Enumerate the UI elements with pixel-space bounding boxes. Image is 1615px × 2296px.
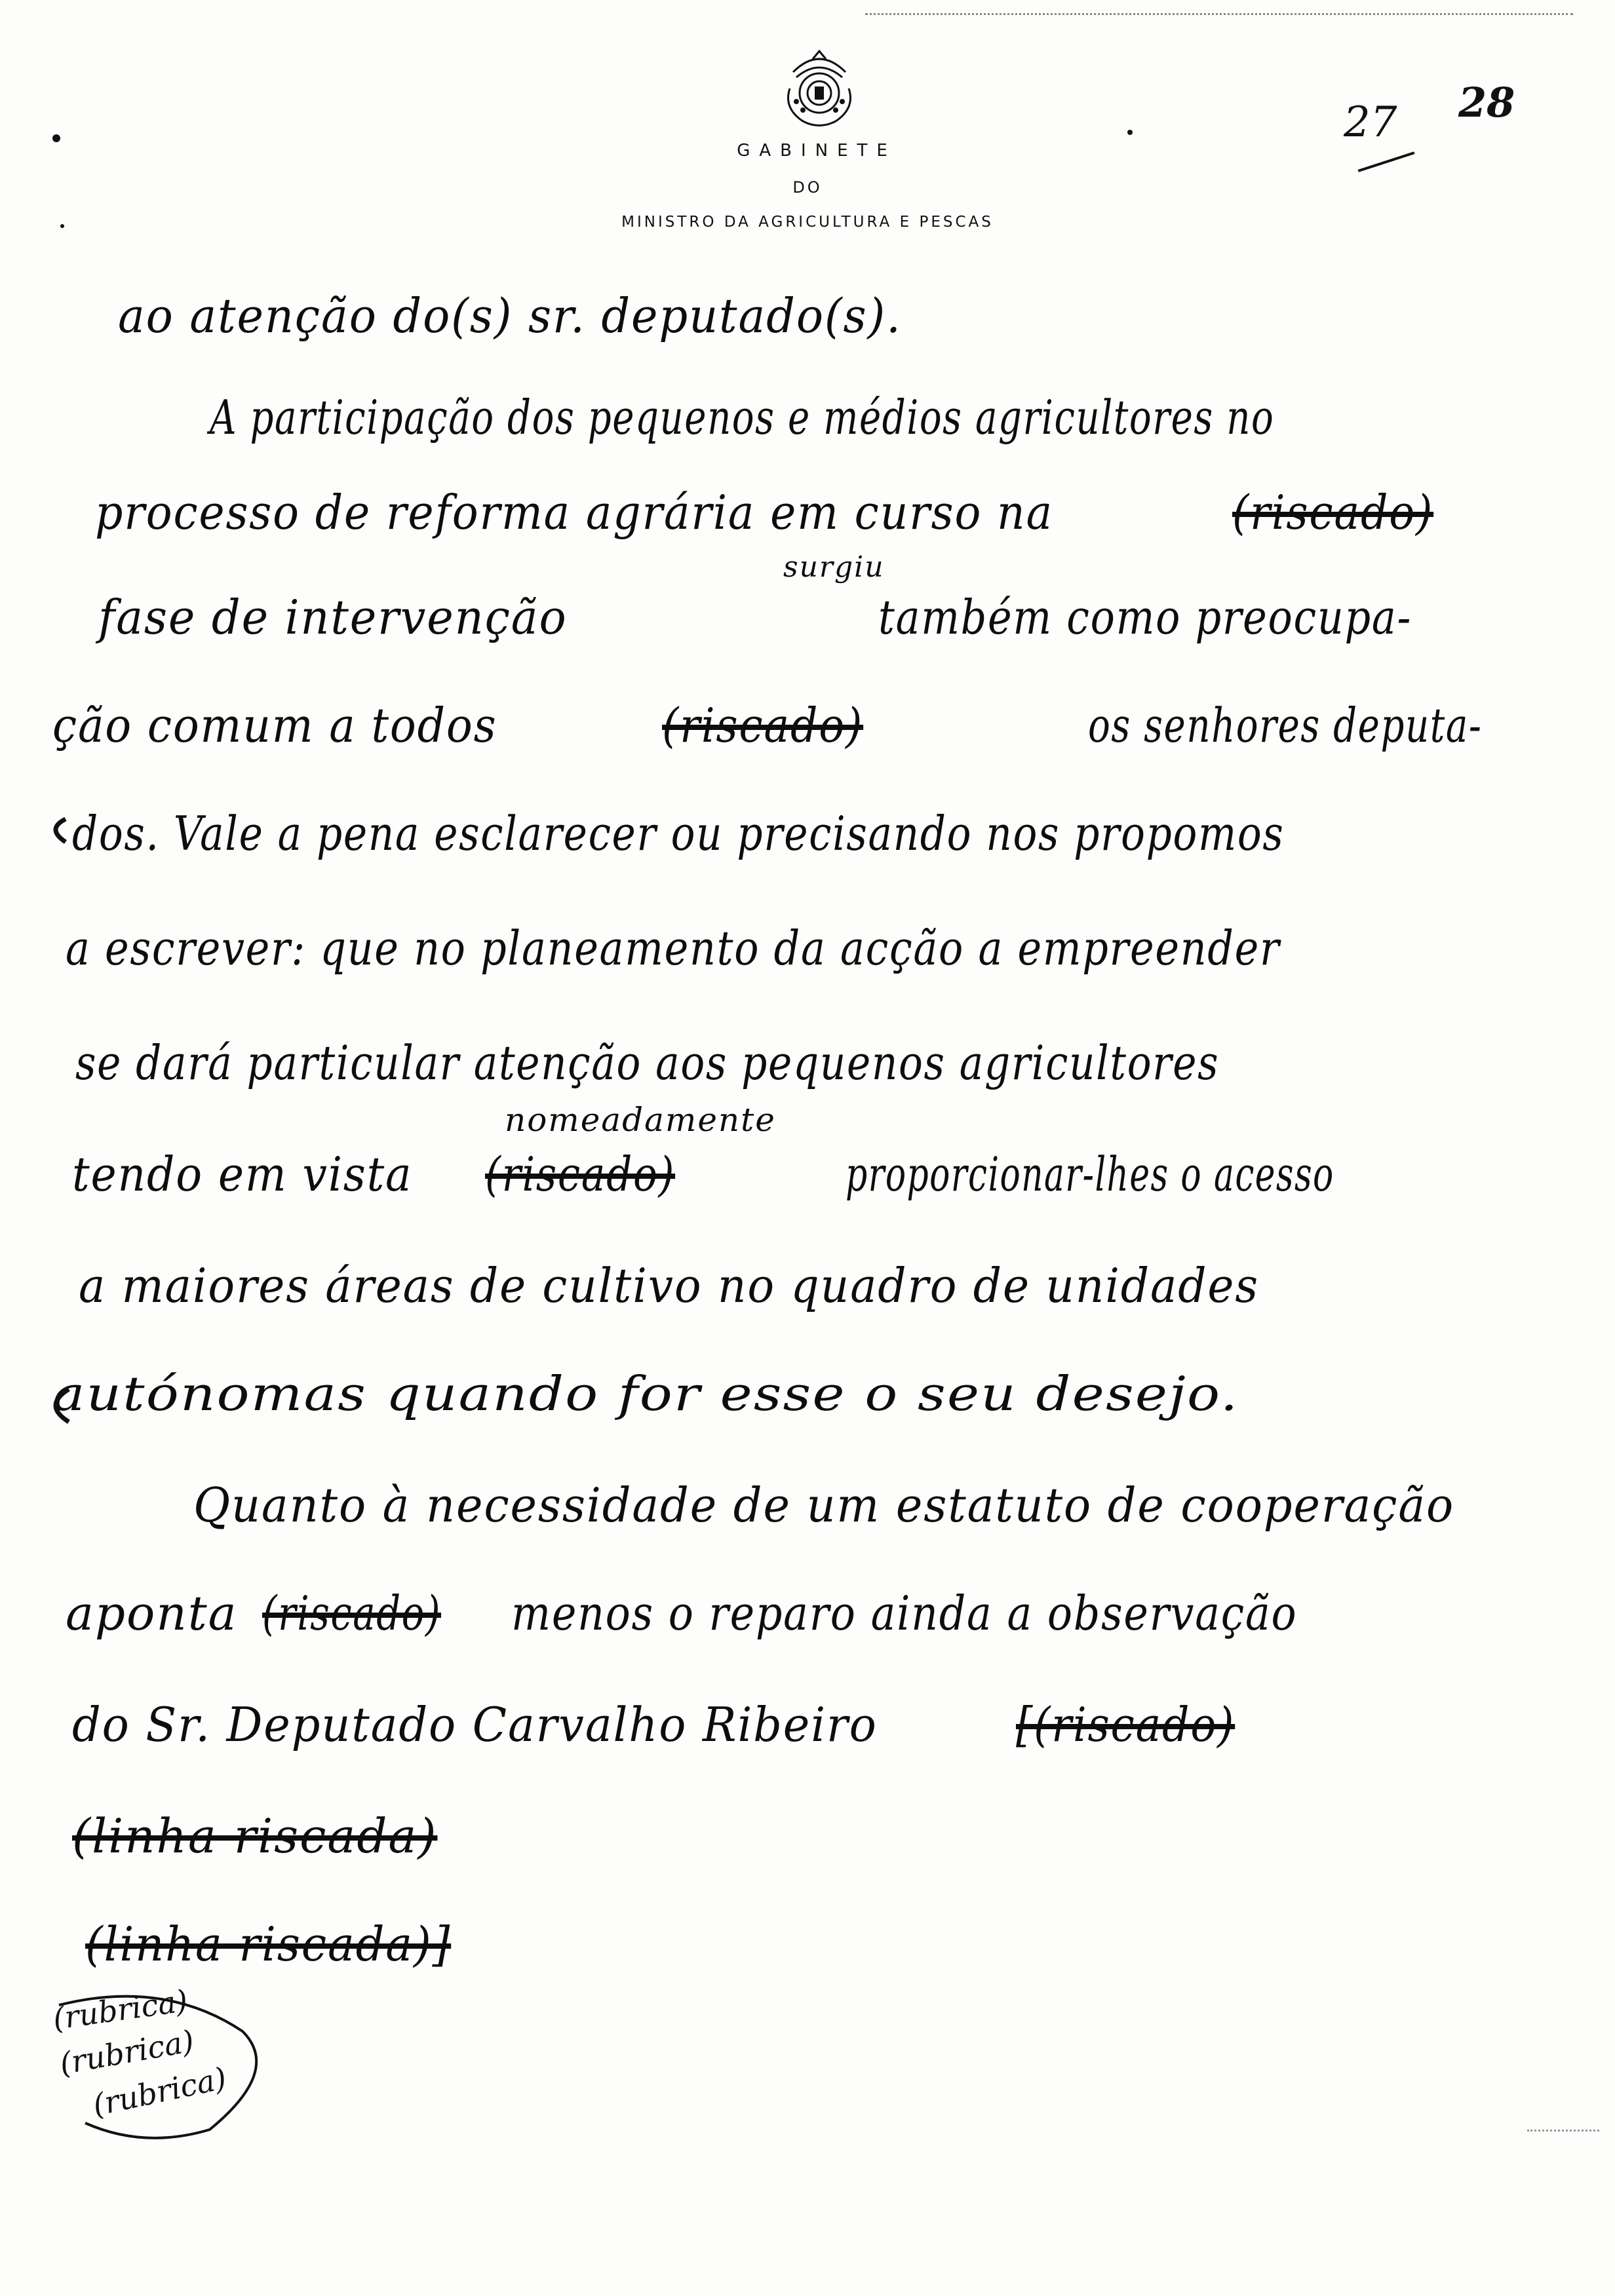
text-line — [0, 1035, 1615, 1114]
initials-line: (rubrica) — [56, 2023, 197, 2082]
line-text: dos. Vale a pena esclarecer ou precisando nos propomos — [72, 806, 1285, 861]
text-line — [0, 698, 1615, 776]
line-text: do Sr. Deputado Carvalho Ribeiro — [72, 1697, 878, 1752]
struck-text: [(riscado) — [1016, 1697, 1236, 1752]
text-line — [0, 1697, 1615, 1776]
text-line — [0, 921, 1615, 999]
struck-text: (linha riscada)] — [85, 1917, 452, 1972]
line-text: ao atenção do(s) sr. deputado(s). — [118, 288, 902, 343]
line-text-continued: os senhores deputa- — [1088, 698, 1483, 753]
text-line — [0, 1478, 1615, 1556]
letterhead-line-1: GABINETE — [737, 141, 897, 161]
line-text-continued: proporcionar-lhes o acesso — [846, 1147, 1334, 1202]
line-text: Quanto à necessidade de um estatuto de cooperação — [193, 1478, 1455, 1533]
text-line — [0, 390, 1615, 469]
line-text: processo de reforma agrária em curso na — [95, 485, 1053, 540]
page-number-stamped: 28 — [1458, 79, 1515, 126]
margin-bracket-icon — [39, 1383, 79, 1428]
letterhead-line-3: MINISTRO DA AGRICULTURA E PESCAS — [621, 214, 994, 231]
text-line — [0, 1258, 1615, 1337]
margin-bracket-icon — [39, 813, 79, 852]
margin-dot — [52, 134, 60, 142]
margin-initials — [50, 1982, 288, 2143]
struck-word: (riscado) — [262, 1586, 442, 1641]
text-line — [0, 550, 1615, 668]
line-text: fase de intervenção — [98, 590, 568, 645]
line-text: A participação dos pequenos e médios agricultores no — [210, 390, 1275, 445]
struck-line — [0, 1808, 1615, 1887]
line-text-continued: também como preocupa- — [878, 590, 1412, 645]
initials-line: (rubrica) — [89, 2060, 230, 2123]
margin-dot — [60, 224, 64, 228]
line-text: aponta — [66, 1586, 238, 1641]
inserted-word: surgiu — [783, 550, 885, 584]
letterhead-line-2: DO — [792, 178, 823, 197]
text-line — [0, 1586, 1615, 1664]
text-line — [0, 1366, 1615, 1445]
scan-noise — [865, 13, 1573, 16]
line-text: se dará particular atenção aos pequenos agricultores — [75, 1035, 1220, 1090]
initials-line: (rubrica) — [50, 1982, 190, 2037]
struck-word: (riscado) — [662, 698, 864, 753]
line-text: tendo em vista — [72, 1147, 413, 1202]
margin-dot — [1127, 130, 1133, 135]
inserted-word: nomeadamente — [505, 1101, 776, 1139]
struck-text: (linha riscada) — [72, 1808, 438, 1864]
struck-word: (riscado) — [1232, 485, 1434, 540]
text-line — [0, 806, 1615, 885]
line-text: a escrever: que no planeamento da acção a empreender — [66, 921, 1281, 976]
text-line — [0, 1101, 1615, 1225]
line-text: ção comum a todos — [52, 698, 497, 753]
text-line — [0, 288, 1615, 367]
line-text-continued: menos o reparo ainda a observação — [511, 1586, 1298, 1641]
struck-word: (riscado) — [485, 1147, 676, 1202]
line-text: autónomas quando for esse o seu desejo. — [52, 1366, 1239, 1421]
line-text: a maiores áreas de cultivo no quadro de unidades — [79, 1258, 1259, 1313]
page-number-handwritten: 27 — [1344, 98, 1397, 147]
scan-noise — [1527, 2130, 1599, 2133]
coat-of-arms-icon — [777, 46, 862, 131]
